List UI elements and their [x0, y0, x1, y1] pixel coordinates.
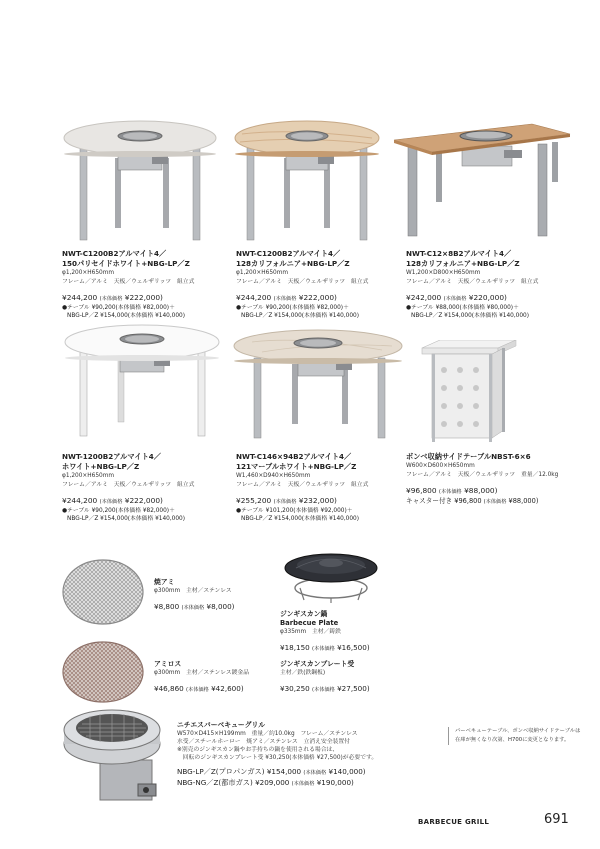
product-1-tax-price: ¥222,000) [124, 293, 163, 302]
product-1-price-line [62, 293, 232, 304]
grill-spec-line3: ※別売のジンギスカン鍋やお手持ちの鍋を使用される場合は、 [177, 747, 339, 753]
plate-name: ジンギスカン鍋 [280, 610, 328, 618]
amiros-price-line [154, 684, 284, 695]
product-5-price: ¥255,200 [236, 496, 272, 505]
product-6-tax-label: (本体価格 [438, 489, 462, 495]
grill-name: ニチエスバーベキューグリル [177, 721, 266, 729]
product-6-caster-price: ¥96,800 [454, 497, 482, 505]
footer-category: BARBECUE GRILL [418, 818, 490, 826]
plate-tax-price: ¥16,500) [337, 643, 370, 652]
product-4-tax-price: ¥222,000) [124, 496, 163, 505]
product-3-name-line2: 128カリフォルニア+NBG-LP／Z [406, 259, 520, 268]
grill-variant1-tax-price: ¥140,000) [328, 767, 366, 776]
product-6-tax-price: ¥88,000) [464, 486, 498, 495]
product-5-material: フレーム／アルミ 天板／ウェルザリッツ 組立式 [236, 482, 369, 488]
amiros-image [60, 637, 146, 707]
product-4-price-line [62, 496, 232, 507]
product-6-material: フレーム／アルミ 天板／ウェルザリッツ 重量／12.0kg [406, 472, 559, 478]
grill-spec-line1: W570×D415×H199mm 重量／約10.0kg フレーム／ステンレス [177, 731, 358, 737]
product-1-material: フレーム／アルミ 天板／ウェルザリッツ 組立式 [62, 279, 195, 285]
product-2-note-line1: ●テーブル ¥90,200(本体価格 ¥82,000)＋ [236, 305, 349, 311]
product-1-dimensions: φ1,200×H650mm [62, 270, 114, 276]
plate-holder-tax-price: ¥27,500) [337, 684, 370, 693]
product-4-note-line2: NBG-LP／Z ¥154,000(本体価格 ¥140,000) [67, 516, 186, 522]
grill-variant2-price: ¥209,000 [255, 778, 290, 787]
table-2-image [232, 118, 382, 244]
amiros-price: ¥46,860 [154, 684, 184, 693]
product-5-price-line [236, 496, 406, 507]
grill-variant2-tax-price: ¥190,000) [316, 778, 354, 787]
plate-detail: φ335mm 主材／鋳鉄 [280, 629, 341, 635]
grill-variant2-tax-label: (本体価格 [291, 781, 315, 787]
plate-price-line [280, 643, 420, 654]
product-6-caster-tax-label: (本体価格 [483, 499, 507, 505]
amiros-tax-label: (本体価格 [186, 687, 209, 693]
plate-holder-price-line [280, 684, 420, 695]
product-2-info [236, 249, 406, 320]
yakiami-info [154, 578, 274, 613]
yakiami-tax-label: (本体価格 [181, 605, 205, 611]
product-4-name-line2: ホワイト+NBG-LP／Z [62, 462, 140, 471]
product-1-name-line1: NWT-C1200B2アルマイト4／ [62, 249, 167, 258]
plate-name-en: Barbecue Plate [280, 619, 339, 627]
yakiami-name: 焼アミ [154, 578, 175, 586]
product-2-name-line1: NWT-C1200B2アルマイト4／ [236, 249, 341, 258]
product-2-price-line [236, 293, 406, 304]
grill-variant2-line [177, 778, 437, 789]
product-1-price: ¥244,200 [62, 293, 98, 302]
table-4-image [62, 322, 222, 440]
plate-holder-price: ¥30,250 [280, 684, 310, 693]
product-6-price-line [406, 486, 576, 497]
plate-holder-detail: 主材／鉄(鉄鋼板) [280, 670, 326, 676]
product-5-dimensions: W1,460×D940×H650mm [236, 473, 311, 479]
yakiami-tax-price: ¥8,000) [206, 602, 235, 611]
grill-variant1-tax-label: (本体価格 [303, 770, 327, 776]
product-5-name-line2: 121マーブルホワイト+NBG-LP／Z [236, 462, 357, 471]
product-1-note-line2: NBG-LP／Z ¥154,000(本体価格 ¥140,000) [67, 313, 186, 319]
product-2-material: フレーム／アルミ 天板／ウェルザリッツ 組立式 [236, 279, 369, 285]
yakiami-price-line [154, 602, 274, 613]
grill-spec-line4: 回転のジンギスカンプレート受 ¥30,250(本体価格 ¥27,500)が必要です。 [177, 755, 378, 761]
product-3-material: フレーム／アルミ 天板／ウェルザリッツ 組立式 [406, 279, 539, 285]
amiros-name: アミロス [154, 660, 182, 668]
product-5-note-line1: ●テーブル ¥101,200(本体価格 ¥92,000)＋ [236, 508, 353, 514]
product-5-note-line2: NBG-LP／Z ¥154,000(本体価格 ¥140,000) [241, 516, 360, 522]
product-3-tax-label: (本体価格 [443, 296, 467, 302]
plate-tax-label: (本体価格 [312, 646, 335, 652]
grill-info [177, 721, 437, 789]
grill-spec-line2: 水受／スチールホーロー 焼アミ／ステンレス 立消え安全装置付 [177, 739, 350, 745]
amiros-info [154, 660, 284, 695]
product-6-caster-line [406, 497, 576, 507]
product-2-note-line2: NBG-LP／Z ¥154,000(本体価格 ¥140,000) [241, 313, 360, 319]
product-4-note-line1: ●テーブル ¥90,200(本体価格 ¥82,000)＋ [62, 508, 175, 514]
product-6-caster-label: キャスター付き [406, 497, 453, 505]
product-3-info [406, 249, 576, 320]
product-3-note-line1: ●テーブル ¥88,000(本体価格 ¥80,000)＋ [406, 305, 519, 311]
product-4-price: ¥244,200 [62, 496, 98, 505]
table-1-image [60, 118, 220, 244]
product-6-caster-tax-price: ¥88,000) [508, 497, 539, 505]
plate-holder-name: ジンギスカンプレート受 [280, 660, 355, 668]
yakiami-detail: φ300mm 主材／ステンレス [154, 588, 232, 594]
product-4-tax-label: (本体価格 [99, 499, 123, 505]
plate-holder-tax-label: (本体価格 [312, 687, 335, 693]
product-4-info [62, 452, 232, 523]
amiros-tax-price: ¥42,600) [211, 684, 244, 693]
plate-info [280, 610, 420, 654]
yakiami-image [60, 556, 146, 628]
product-2-dimensions: φ1,200×H650mm [236, 270, 288, 276]
product-2-name-line2: 128カリフォルニア+NBG-LP／Z [236, 259, 350, 268]
product-5-info [236, 452, 406, 523]
product-2-tax-label: (本体価格 [273, 296, 297, 302]
product-3-price-line [406, 293, 576, 304]
grill-variant1-label: NBG-LP／Z(プロパンガス) [177, 767, 265, 776]
product-3-note-line2: NBG-LP／Z ¥154,000(本体価格 ¥140,000) [411, 313, 530, 319]
product-3-price: ¥242,000 [406, 293, 442, 302]
product-5-tax-label: (本体価格 [273, 499, 297, 505]
product-3-tax-price: ¥220,000) [468, 293, 507, 302]
barbecue-plate-image [282, 546, 380, 604]
amiros-detail: φ300mm 主材／ステンレス鍍金品 [154, 670, 250, 676]
product-6-name: ボンベ収納サイドテーブルNBST-6×6 [406, 452, 531, 461]
grill-variant1-line [177, 767, 437, 778]
yakiami-price: ¥8,800 [154, 602, 180, 611]
product-3-dimensions: W1,200×D800×H650mm [406, 270, 481, 276]
product-5-tax-price: ¥232,000) [298, 496, 337, 505]
product-3-name-line1: NWT-C12×8B2アルマイト4／ [406, 249, 512, 258]
product-6-dimensions: W600×D600×H650mm [406, 463, 475, 469]
product-4-name-line1: NWT-1200B2アルマイト4／ [62, 452, 161, 461]
product-4-dimensions: φ1,200×H650mm [62, 473, 114, 479]
side-note: バーベキューテーブル、ボンベ収納サイドテーブルは在庫が無くなり次第、H700に変更となります。 [448, 727, 585, 745]
table-3-image [392, 122, 572, 240]
product-1-note-line1: ●テーブル ¥90,200(本体価格 ¥82,000)＋ [62, 305, 175, 311]
product-2-tax-price: ¥222,000) [298, 293, 337, 302]
product-5-name-line1: NWT-C146×94B2アルマイト4／ [236, 452, 352, 461]
table-5-image [232, 328, 404, 442]
side-table-image [420, 340, 520, 444]
product-6-price: ¥96,800 [406, 486, 437, 495]
grill-variant1-price: ¥154,000 [266, 767, 302, 776]
product-1-tax-label: (本体価格 [99, 296, 123, 302]
product-1-info [62, 249, 232, 320]
grill-image [60, 702, 172, 806]
grill-variant2-label: NBG-NG／Z(都市ガス) [177, 778, 253, 787]
product-4-material: フレーム／アルミ 天板／ウェルザリッツ 組立式 [62, 482, 195, 488]
plate-price: ¥18,150 [280, 643, 310, 652]
product-2-price: ¥244,200 [236, 293, 272, 302]
plate-holder-info [280, 660, 420, 695]
product-6-info [406, 452, 576, 507]
page-number: 691 [544, 812, 569, 827]
product-1-name-line2: 150パリセイドホワイト+NBG-LP／Z [62, 259, 190, 268]
